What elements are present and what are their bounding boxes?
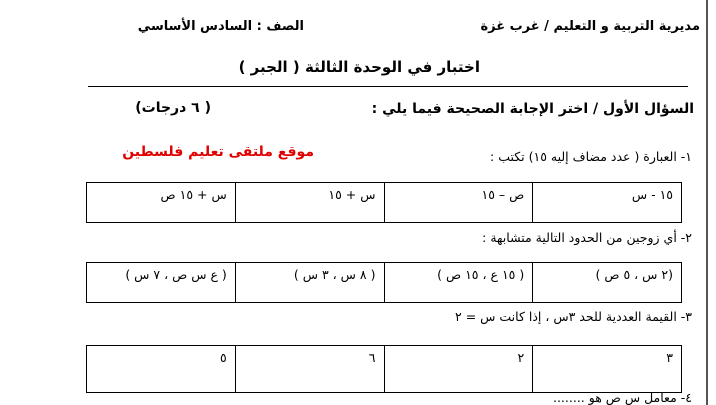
option-cell[interactable]: ( ١٥ ع ، ١٥ ص ) [384,263,533,303]
item-3-options [86,345,682,393]
page-edge-rule [706,0,708,405]
exam-title: اختبار في الوحدة الثالثة ( الجبر ) [238,58,480,76]
option-cell[interactable]: ص – ١٥ [384,183,533,223]
item-3-text: ٣- القيمة العددية للحد ٣س ، إذا كانت س = ٢ [455,309,692,324]
grade-header: الصف : السادس الأساسي [137,19,304,34]
option-cell[interactable]: (٢ س ، ٥ ص ) [533,263,682,303]
option-cell[interactable]: ٥ [87,346,236,393]
item-2-options [86,262,682,303]
item-4-text: ٤- معامل س ص هو ........ [552,390,692,405]
question-heading: السؤال الأول / اختر الإجابة الصحيحة فيما يلي : [371,101,694,117]
option-cell[interactable]: ١٥ - س [533,183,682,223]
option-cell[interactable]: ٢ [384,346,533,393]
option-cell[interactable]: ( ع س ص ، ٧ س ) [87,263,236,303]
option-cell[interactable]: ٦ [235,346,384,393]
item-2-text: ٢- أي زوجين من الحدود التالية متشابهة : [482,230,692,245]
title-underline [88,86,688,87]
option-cell[interactable]: س + ١٥ ص [87,183,236,223]
option-cell[interactable]: س + ١٥ [235,183,384,223]
item-1-text: ١- العبارة ( عدد مضاف إليه ١٥) تكتب : [490,149,692,164]
option-cell[interactable]: ٣ [533,346,682,393]
item-1-options [86,182,682,223]
directorate-header: مديرية التربية و التعليم / غرب غزة [480,19,700,34]
option-cell[interactable]: ( ٨ س ، ٣ س ) [235,263,384,303]
question-marks: ( ٦ درجات) [135,100,211,116]
watermark-text: موقع ملتقى تعليم فلسطين [122,144,314,160]
